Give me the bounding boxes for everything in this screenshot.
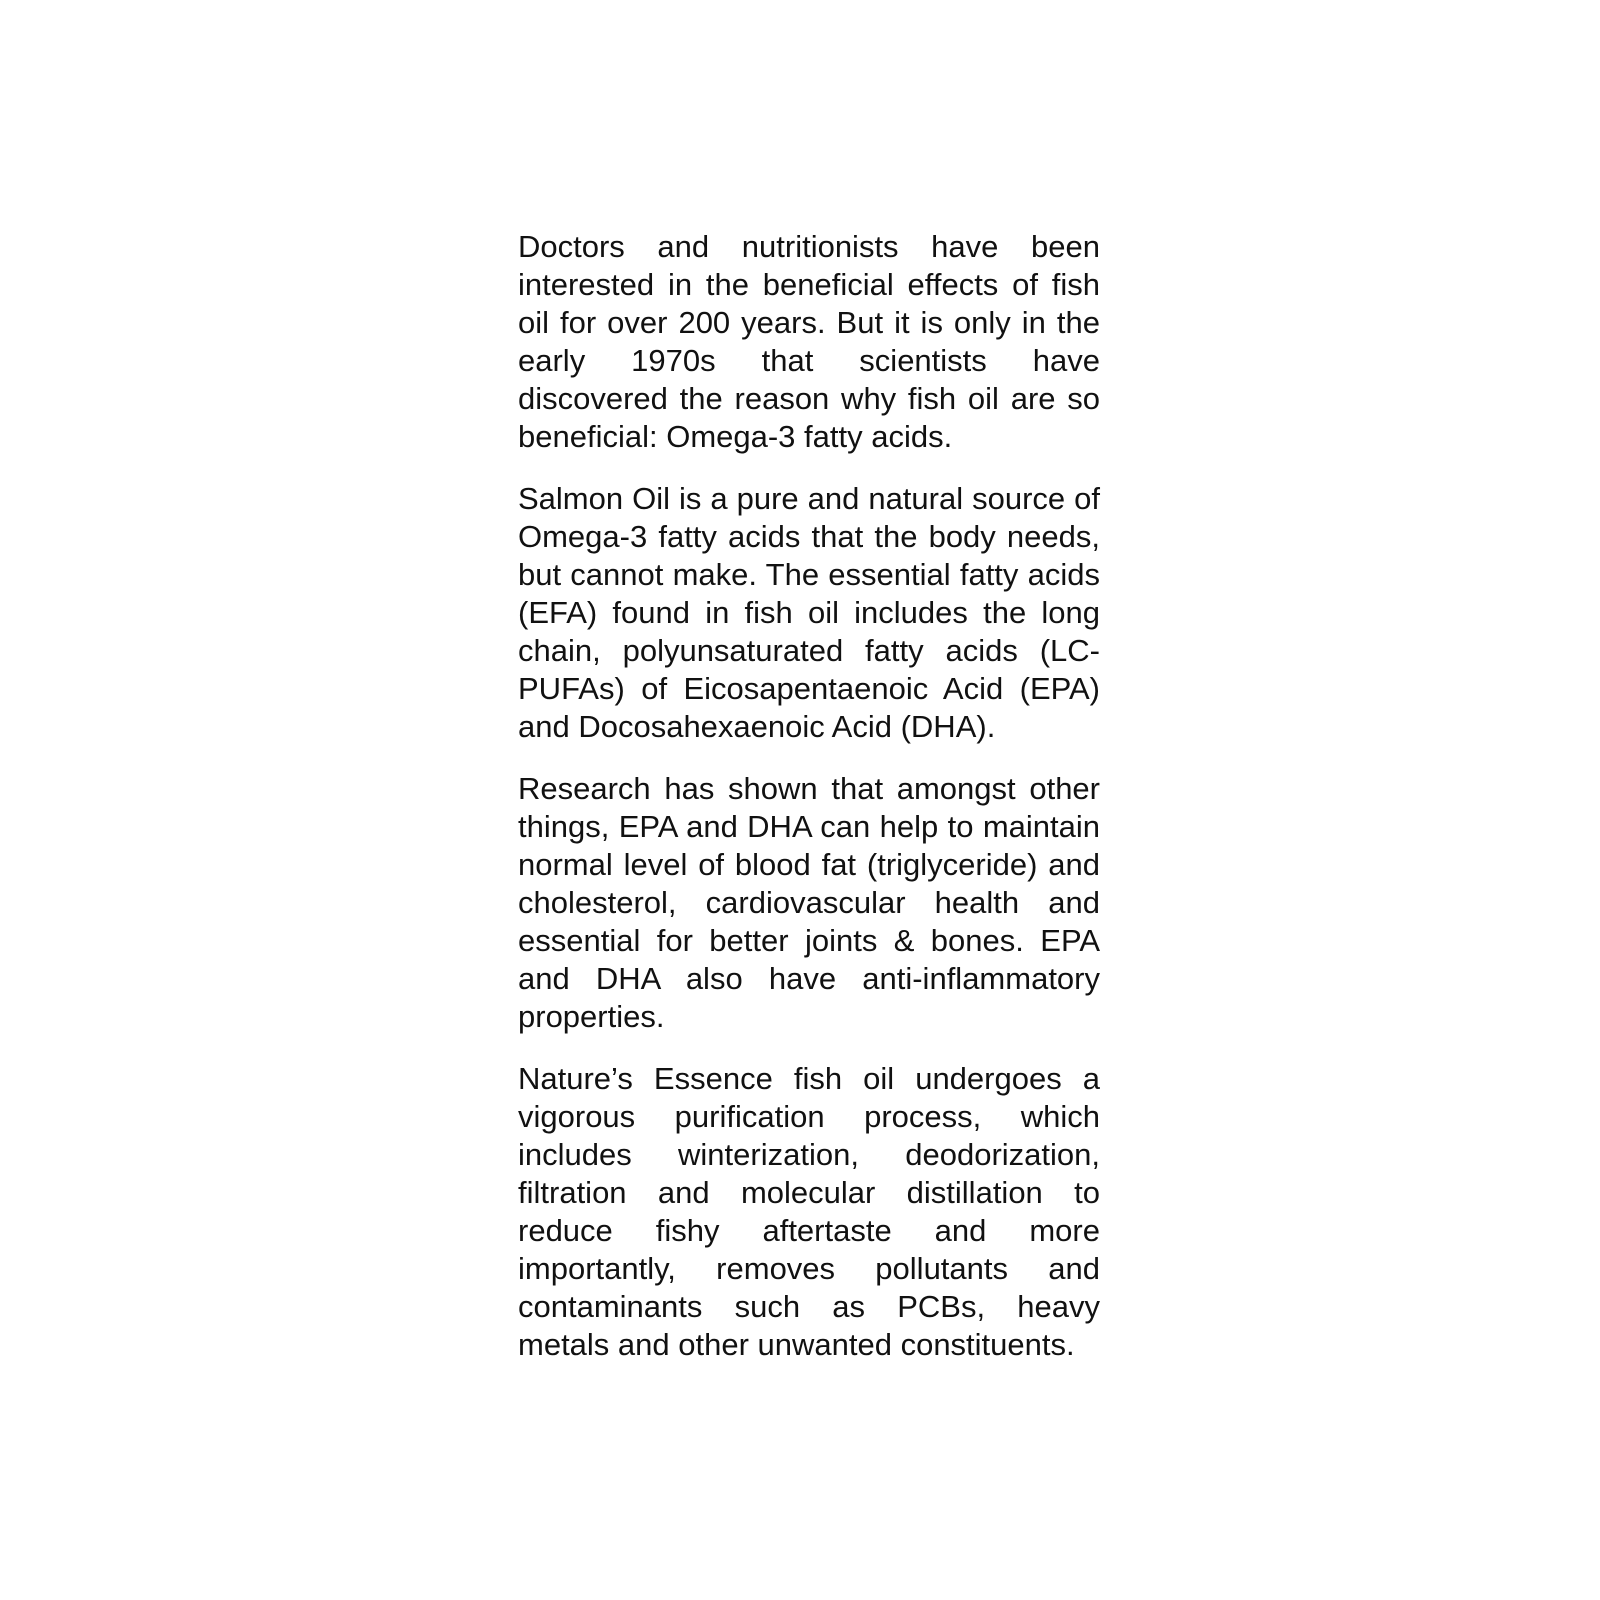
paragraph-research-benefits: Research has shown that amongst other things, EPA and DHA can help to maintain normal level of blood fat (triglyceride) and cholesterol, cardiovascular health and essential for better joints & bones. EPA and DHA also have anti-inflammatory properties. [518, 771, 1100, 1034]
paragraph-fish-oil-history: Doctors and nutritionists have been interested in the beneficial effects of fish oil for over 200 years. But it is only in the early 1970s that scientists have discovered the reason why fish oil are so beneficial: Omega-3 fatty acids. [518, 229, 1100, 454]
paragraph-purification-process: Nature’s Essence fish oil undergoes a vigorous purification process, which includes winterization, deodorization, filtration and molecular distillation to reduce fishy aftertaste and more importantly, removes pollutants and contaminants such as PCBs, heavy metals and other unwanted constituents. [518, 1061, 1100, 1362]
paragraph-salmon-oil-source: Salmon Oil is a pure and natural source of Omega-3 fatty acids that the body needs, but cannot make. The essential fatty acids (EFA) found in fish oil includes the long chain, polyunsaturated fatty acids (LC-PUFAs) of Eicosapentaenoic Acid (EPA) and Docosahexaenoic Acid (DHA). [518, 481, 1100, 744]
body-text-column [518, 228, 1100, 1364]
